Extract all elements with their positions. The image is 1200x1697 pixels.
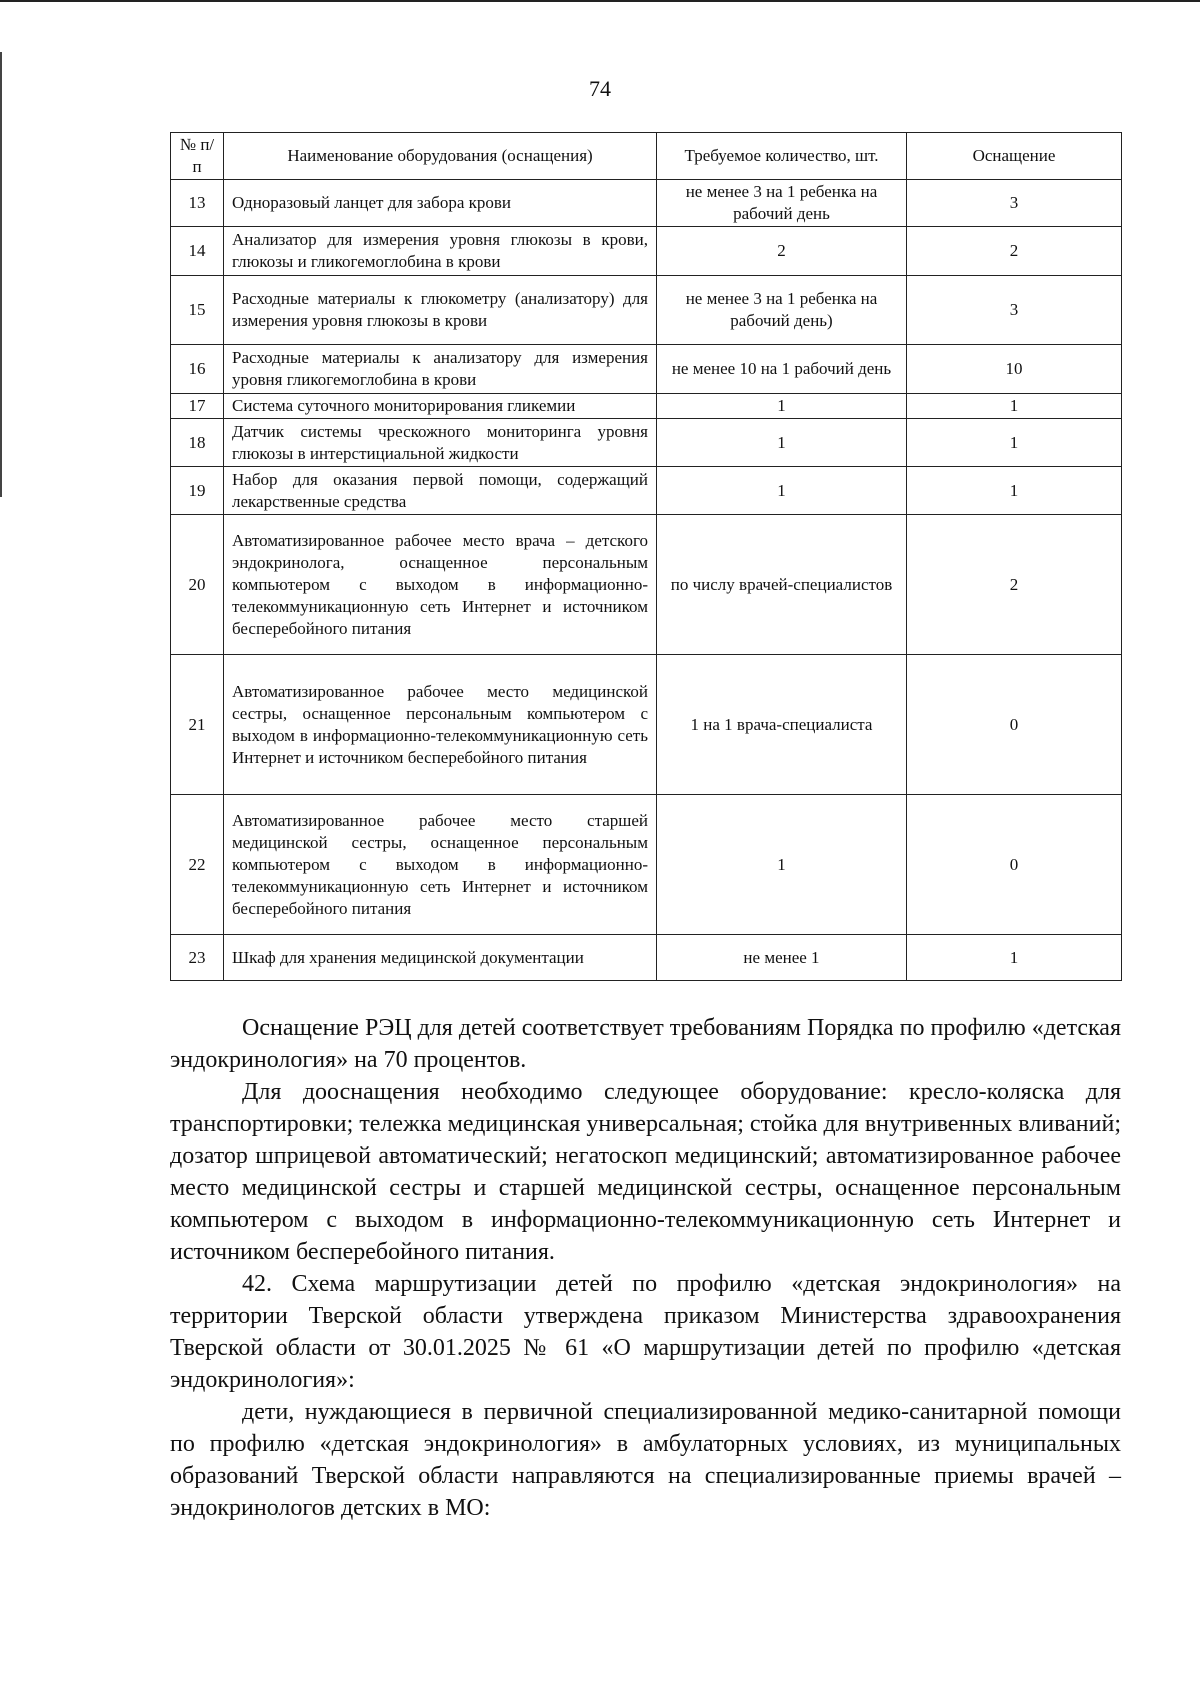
row-num: 15: [171, 276, 224, 345]
header-name: Наименование оборудования (оснащения): [224, 133, 657, 180]
row-num: 23: [171, 935, 224, 981]
table-row: [171, 655, 1122, 795]
row-name: Система суточного мониторирования гликемии: [224, 394, 657, 419]
row-equipped: 0: [907, 795, 1122, 935]
row-name: Расходные материалы к анализатору для измерения уровня гликогемоглобина в крови: [224, 345, 657, 394]
row-num: 16: [171, 345, 224, 394]
row-num: 22: [171, 795, 224, 935]
row-name: Автоматизированное рабочее место врача – детского эндокринолога, оснащенное персональным компьютером с выходом в информационно-телекоммуникационную сеть Интернет и источником бесперебойного питания: [224, 515, 657, 655]
table-row: [171, 276, 1122, 345]
row-name: Датчик системы чрескожного мониторинга уровня глюкозы в интерстициальной жидкости: [224, 419, 657, 467]
row-num: 17: [171, 394, 224, 419]
table-row: [171, 795, 1122, 935]
paragraph-routing-scheme: 42. Схема маршрутизации детей по профилю «детская эндокринология» на территории Тверской области утверждена приказом Министерства здравоохранения Тверской области от 30.01.2025 № 61 «О маршрутизации детей по профилю «детская эндокринология»:: [170, 1271, 1121, 1393]
row-equipped: 1: [907, 394, 1122, 419]
row-qty: не менее 1: [657, 935, 907, 981]
equipment-table: [170, 132, 1122, 981]
row-qty: по числу врачей-специалистов: [657, 515, 907, 655]
header-qty: Требуемое количество, шт.: [657, 133, 907, 180]
page-number: 74: [589, 76, 611, 101]
table-row: [171, 515, 1122, 655]
row-num: 20: [171, 515, 224, 655]
row-equipped: 2: [907, 515, 1122, 655]
table-row: [171, 180, 1122, 227]
row-qty: не менее 3 на 1 ребенка на рабочий день: [657, 180, 907, 227]
row-equipped: 10: [907, 345, 1122, 394]
row-equipped: 1: [907, 467, 1122, 515]
row-num: 19: [171, 467, 224, 515]
row-name: Шкаф для хранения медицинской документации: [224, 935, 657, 981]
row-name: Набор для оказания первой помощи, содержащий лекарственные средства: [224, 467, 657, 515]
row-name: Одноразовый ланцет для забора крови: [224, 180, 657, 227]
row-qty: 1 на 1 врача-специалиста: [657, 655, 907, 795]
row-equipped: 3: [907, 180, 1122, 227]
table-row: [171, 467, 1122, 515]
row-name: Автоматизированное рабочее место медицинской сестры, оснащенное персональным компьютером с выходом в информационно-телекоммуникационную сеть Интернет и источником бесперебойного питания: [224, 655, 657, 795]
table-row: [171, 227, 1122, 276]
paragraph-equipment-compliance: Оснащение РЭЦ для детей соответствует требованиям Порядка по профилю «детская эндокринология» на 70 процентов.: [170, 1015, 1121, 1073]
row-equipped: 0: [907, 655, 1122, 795]
row-equipped: 3: [907, 276, 1122, 345]
table-row: [171, 394, 1122, 419]
table-row: [171, 419, 1122, 467]
row-qty: 1: [657, 419, 907, 467]
header-equipped: Оснащение: [907, 133, 1122, 180]
row-num: 13: [171, 180, 224, 227]
row-qty: 1: [657, 795, 907, 935]
table-row: [171, 935, 1122, 981]
row-qty: 2: [657, 227, 907, 276]
row-equipped: 1: [907, 419, 1122, 467]
paragraph-outpatient-referral: дети, нуждающиеся в первичной специализированной медико-санитарной помощи по профилю «детская эндокринология» в амбулаторных условиях, из муниципальных образований Тверской области направляются на специализированные приемы врачей – эндокринологов детских в МО:: [170, 1399, 1121, 1521]
table-header-row: [171, 133, 1122, 180]
row-qty: 1: [657, 467, 907, 515]
row-equipped: 2: [907, 227, 1122, 276]
body-text: [170, 1012, 1121, 1524]
row-qty: не менее 3 на 1 ребенка на рабочий день): [657, 276, 907, 345]
row-num: 21: [171, 655, 224, 795]
scan-edge-left: [0, 52, 2, 497]
row-equipped: 1: [907, 935, 1122, 981]
paragraph-additional-equipment: Для дооснащения необходимо следующее оборудование: кресло-коляска для транспортировки; тележка медицинская универсальная; стойка для внутривенных вливаний; дозатор шприцевой автоматический; негатоскоп медицинский; автоматизированное рабочее место медицинской сестры и старшей медицинской сестры, оснащенное персональным компьютером с выходом в информационно-телекоммуникационную сеть Интернет и источником бесперебойного питания.: [170, 1079, 1121, 1265]
row-num: 14: [171, 227, 224, 276]
row-name: Расходные материалы к глюкометру (анализатору) для измерения уровня глюкозы в крови: [224, 276, 657, 345]
header-num: № п/п: [171, 133, 224, 180]
row-num: 18: [171, 419, 224, 467]
row-name: Анализатор для измерения уровня глюкозы в крови, глюкозы и гликогемоглобина в крови: [224, 227, 657, 276]
scan-edge-top: [0, 0, 1200, 2]
row-name: Автоматизированное рабочее место старшей медицинской сестры, оснащенное персональным компьютером с выходом в информационно-телекоммуникационную сеть Интернет и источником бесперебойного питания: [224, 795, 657, 935]
table-row: [171, 345, 1122, 394]
row-qty: не менее 10 на 1 рабочий день: [657, 345, 907, 394]
row-qty: 1: [657, 394, 907, 419]
